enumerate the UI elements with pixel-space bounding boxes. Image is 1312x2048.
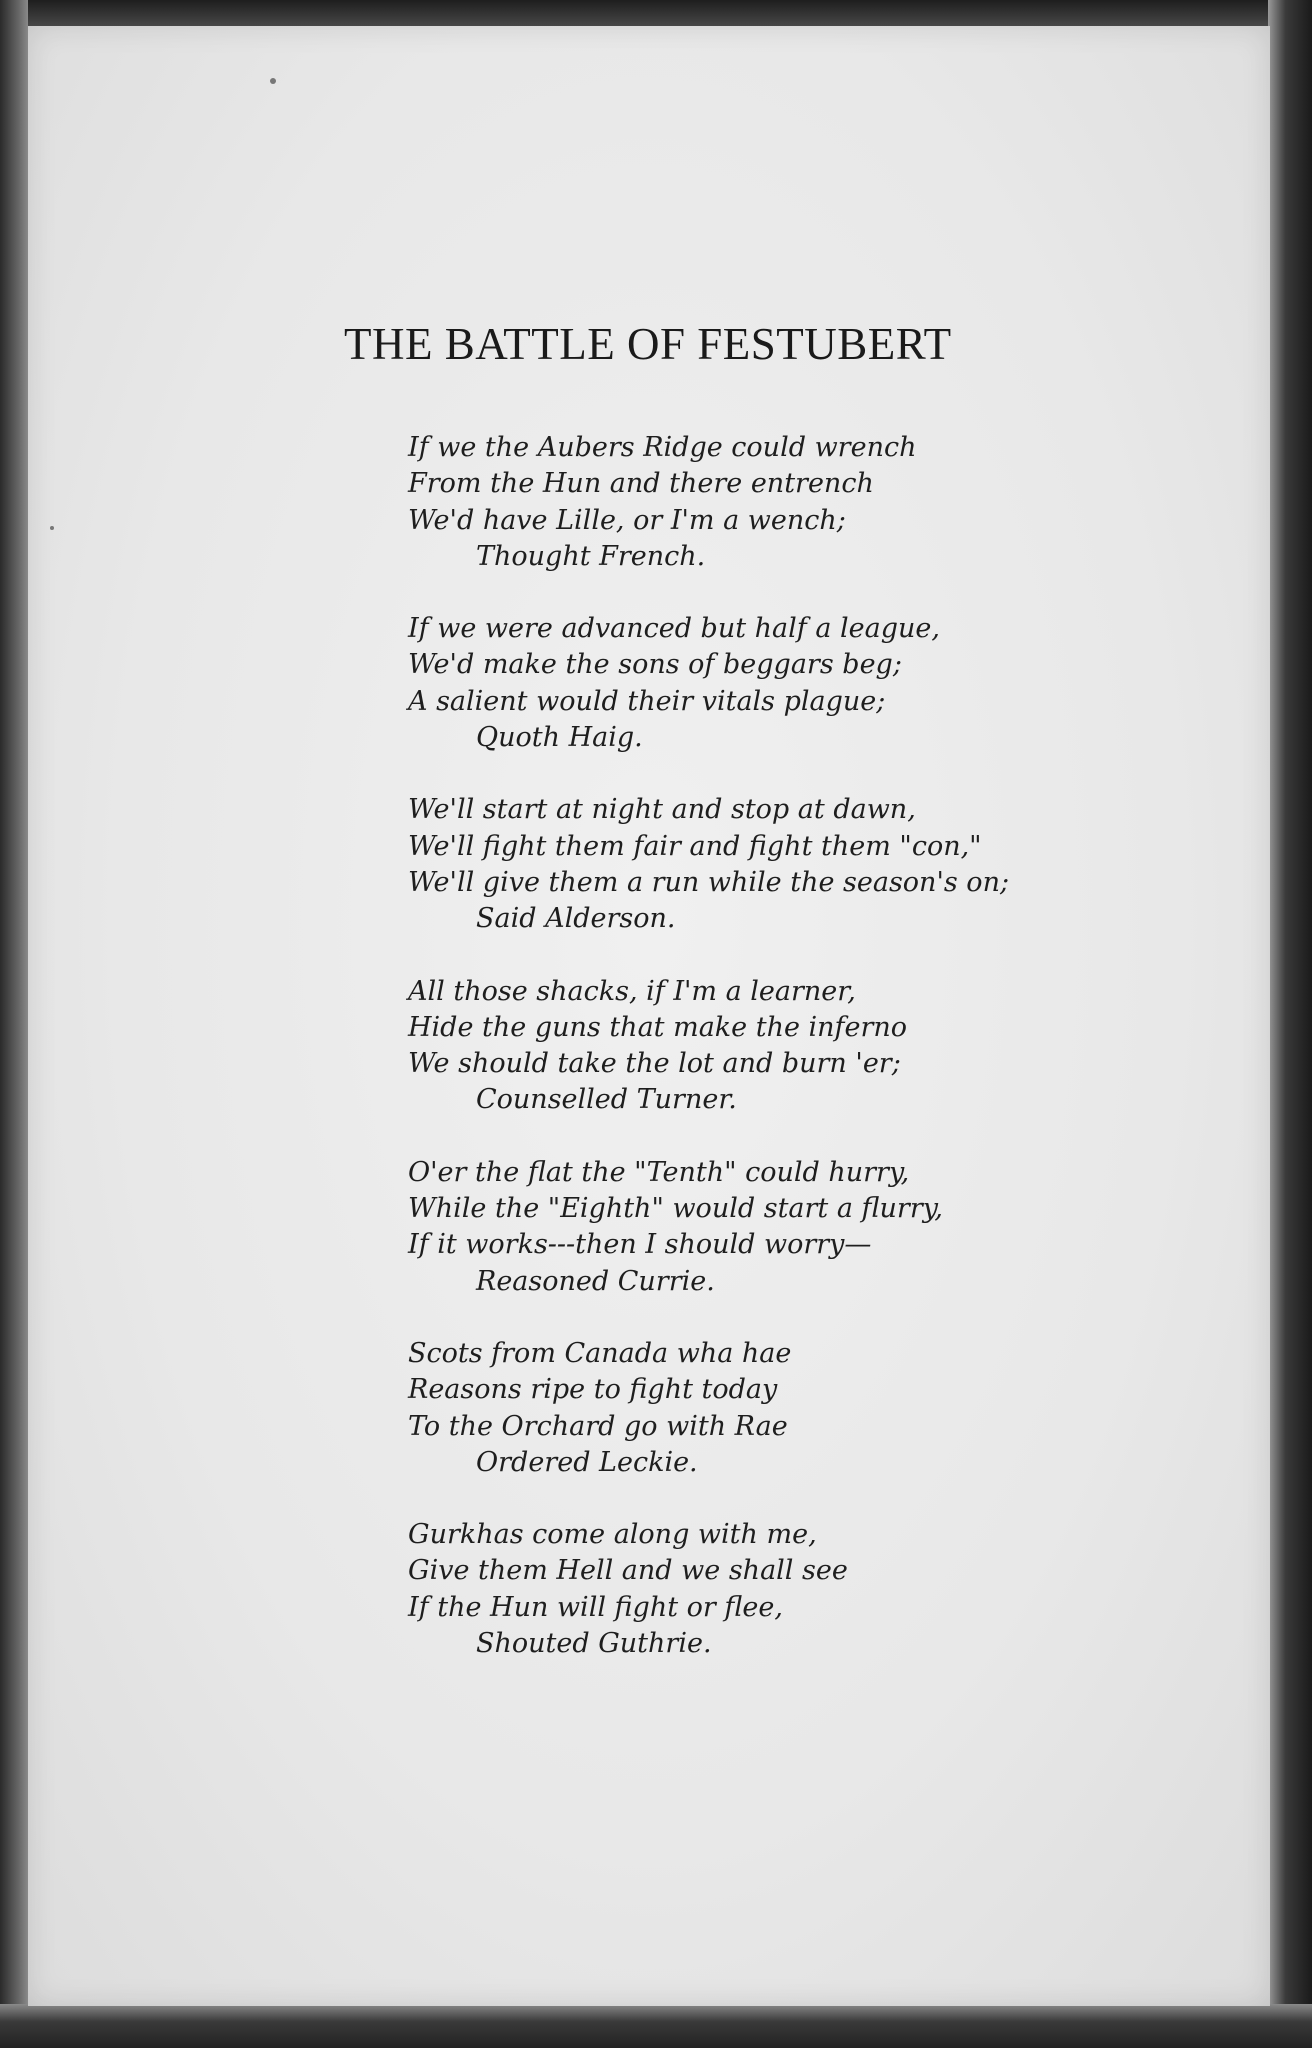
poem-line: We'd make the sons of beggars beg; (408, 649, 902, 681)
poem-line: If we the Aubers Ridge could wrench (408, 432, 917, 463)
poem-line: A salient would their vitals plague; (408, 685, 886, 717)
stanza (408, 430, 1068, 575)
stanza (408, 974, 1068, 1119)
paper-speck (270, 78, 276, 84)
poem-line: If we were advanced but half a league, (408, 613, 940, 645)
book-page (28, 26, 1270, 2006)
poem-attribution: Reasoned Currie. (476, 1265, 715, 1297)
poem-line: To the Orchard go with Rae (408, 1410, 788, 1442)
book-edge-bottom (0, 2004, 1312, 2048)
poem-attribution: Thought French. (476, 540, 706, 572)
poem-attribution: Counselled Turner. (476, 1084, 737, 1116)
poem-line: If the Hun will fight or flee, (408, 1591, 783, 1623)
poem-line: We'll start at night and stop at dawn, (408, 794, 916, 826)
poem-line: We'd have Lille, or I'm a wench; (408, 504, 846, 536)
poem-line: All those shacks, if I'm a learner, (408, 975, 856, 1007)
poem-line: While the "Eighth" would start a flurry, (408, 1193, 943, 1225)
book-edge-right (1268, 0, 1312, 2048)
stanza (408, 1155, 1068, 1300)
stanza (408, 792, 1068, 937)
book-edge-top (0, 0, 1312, 28)
stanza (408, 1517, 1068, 1662)
stanza (408, 1336, 1068, 1481)
poem-line: Gurkhas come along with me, (408, 1519, 817, 1551)
poem-attribution: Shouted Guthrie. (476, 1628, 712, 1660)
paper-speck (50, 526, 54, 530)
poem-line: Hide the guns that make the inferno (408, 1011, 908, 1043)
poem-line: O'er the flat the "Tenth" could hurry, (408, 1156, 910, 1188)
poem-title: THE BATTLE OF FESTUBERT (344, 319, 952, 369)
book-edge-left (0, 0, 28, 2048)
poem-line: We should take the lot and burn 'er; (408, 1048, 901, 1080)
poem-attribution: Quoth Haig. (476, 722, 643, 754)
poem-line: If it works---then I should worry— (408, 1229, 872, 1261)
poem-line: We'll give them a run while the season's on; (408, 866, 1010, 898)
poem-line: Reasons ripe to fight today (408, 1374, 778, 1406)
poem-line: Scots from Canada wha hae (408, 1337, 792, 1369)
poem-attribution: Ordered Leckie. (476, 1446, 698, 1478)
poem-body (408, 430, 1068, 1698)
poem-line: From the Hun and there entrench (408, 468, 874, 500)
poem-line: Give them Hell and we shall see (408, 1555, 848, 1587)
poem-line: We'll fight them fair and fight them "con," (408, 830, 982, 862)
stanza (408, 611, 1068, 756)
poem-attribution: Said Alderson. (476, 903, 676, 935)
